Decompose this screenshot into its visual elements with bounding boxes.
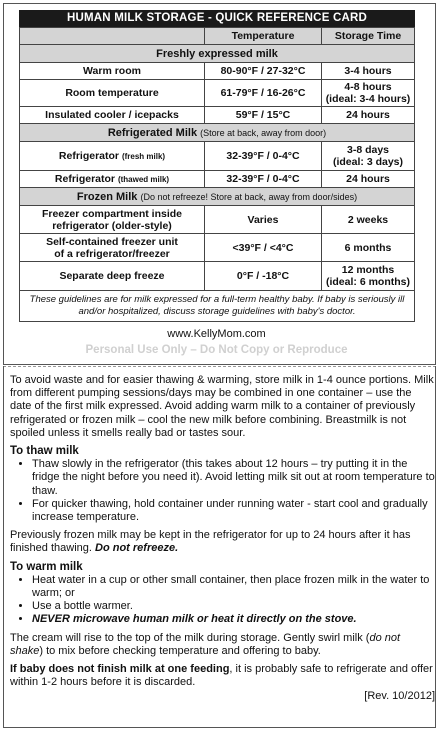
row-storage-time [322, 142, 415, 171]
row-label: Separate deep freeze [20, 262, 205, 291]
row-storage-time: 3-4 hours [322, 63, 415, 80]
storage-time-main: 4-8 hours [344, 81, 392, 93]
cream-text-a: The cream will rise to the top of the milk during storage. Gently swirl milk ( [10, 631, 370, 644]
table-row [20, 142, 415, 171]
row-storage-time: 6 months [322, 234, 415, 262]
section-frozen [20, 188, 415, 206]
finish-rest: , it is probably safe to refrigerate and offer within 1-2 hours before it is discarded. [10, 663, 433, 689]
row-storage-time: 24 hours [322, 107, 415, 124]
storage-time-main: 12 months [341, 264, 395, 276]
list-item: • Heat water in a cup or other small container, then place frozen milk in the water to warm; or [32, 574, 435, 600]
card-title: HUMAN MILK STORAGE - QUICK REFERENCE CARD [19, 10, 415, 27]
personal-use-notice: Personal Use Only – Do Not Copy or Reproduce [85, 344, 348, 356]
list-item: • Thaw slowly in the refrigerator (this takes about 12 hours – try putting it in the fridge the night before you need it). Avoid letting milk sit out at room temperature to thaw. [32, 458, 435, 498]
row-temperature: <39°F / <4°C [205, 234, 322, 262]
row-label-line2: of a refrigerator/freezer [54, 247, 170, 260]
warm-heading: To warm milk [10, 560, 83, 573]
table-row [20, 234, 415, 262]
row-label-line1: Self-contained freezer unit [46, 235, 178, 248]
cream-text-b: ) to mix before checking temperature and offering to baby. [39, 644, 321, 657]
header-empty-cell [20, 28, 205, 45]
warm-list [10, 574, 435, 627]
row-temperature: 59°F / 15°C [205, 107, 322, 124]
row-label-line2: refrigerator (older-style) [52, 219, 172, 232]
intro-paragraph: To avoid waste and for easier thawing & warming, store milk in 1-4 ounce portions. Milk from different pumping sessions/days may be combined in one container – use the date of the first milk expressed. Avoid adding warm milk to a container of previously refrigerated or frozen milk – cool the new milk before combining. Breastmilk is not spoiled unless it smells really bad or tastes sour. [10, 374, 434, 439]
section-fresh-title: Freshly expressed milk [20, 45, 415, 63]
list-item [32, 613, 435, 626]
row-temperature: 32-39°F / 0-4°C [205, 171, 322, 188]
finish-bold: If baby does not finish milk at one feeding [10, 663, 230, 676]
row-label-main: Refrigerator [58, 150, 120, 162]
section-refrigerated-note: (Store at back, away from door) [200, 127, 327, 138]
thaw-heading: To thaw milk [10, 445, 79, 458]
cream-paragraph [10, 632, 435, 658]
section-frozen-label: Frozen Milk [76, 190, 138, 203]
previously-frozen-text: Previously frozen milk may be kept in the refrigerator for up to 24 hours after it has finished thawing. [10, 529, 411, 555]
row-label-sub: (fresh milk) [121, 152, 166, 161]
list-item: • For quicker thawing, hold container under running water - start cool and gradually increase temperature. [32, 498, 435, 524]
row-temperature: 80-90°F / 27-32°C [205, 63, 322, 80]
section-frozen-title [20, 188, 415, 206]
finish-paragraph [10, 663, 435, 689]
cream-emphasis: do not shake [10, 631, 401, 657]
table-row [20, 63, 415, 80]
row-temperature: 61-79°F / 16-26°C [205, 80, 322, 107]
never-microwave-warning: NEVER microwave human milk or heat it directly on the stove. [32, 613, 357, 626]
disclaimer-row [20, 291, 415, 322]
previously-frozen-paragraph [10, 529, 435, 555]
row-label-line1: Freezer compartment inside [41, 207, 183, 220]
thaw-list [10, 458, 435, 524]
row-storage-time: 24 hours [322, 171, 415, 188]
info-body [10, 374, 435, 704]
table-row [20, 262, 415, 291]
header-storage-time: Storage Time [322, 28, 415, 45]
table-row [20, 206, 415, 234]
row-label-sub: (thawed milk) [117, 175, 170, 184]
header-temperature: Temperature [205, 28, 322, 45]
row-storage-time [322, 80, 415, 107]
row-temperature: Varies [205, 206, 322, 234]
section-frozen-note: (Do not refreeze! Store at back, away from door/sides) [140, 191, 358, 202]
website-link[interactable]: www.KellyMom.com [167, 328, 266, 340]
row-label [20, 206, 205, 234]
disclaimer-text: These guidelines are for milk expressed for a full-term healthy baby. If baby is seriously ill and/or hospitalized, discuss storage guidelines with baby's doctor. [20, 291, 415, 322]
section-refrigerated-label: Refrigerated Milk [107, 126, 198, 139]
row-label: Room temperature [20, 80, 205, 107]
row-temperature: 32-39°F / 0-4°C [205, 142, 322, 171]
list-item: • Use a bottle warmer. [32, 600, 435, 613]
row-label [20, 234, 205, 262]
table-row [20, 80, 415, 107]
storage-time-ideal: (ideal: 3 days) [332, 156, 404, 168]
section-refrigerated [20, 124, 415, 142]
table-header-row [20, 28, 415, 45]
row-label [20, 171, 205, 188]
storage-table [19, 27, 415, 322]
storage-time-ideal: (ideal: 3-4 hours) [325, 93, 411, 105]
table-row [20, 107, 415, 124]
row-label: Warm room [20, 63, 205, 80]
table-row [20, 171, 415, 188]
storage-time-main: 3-8 days [346, 144, 390, 156]
section-fresh [20, 45, 415, 63]
row-temperature: 0°F / -18°C [205, 262, 322, 291]
row-storage-time [322, 262, 415, 291]
section-refrigerated-title [20, 124, 415, 142]
row-storage-time: 2 weeks [322, 206, 415, 234]
revision-date: [Rev. 10/2012] [364, 690, 435, 703]
row-label: Insulated cooler / icepacks [20, 107, 205, 124]
row-label [20, 142, 205, 171]
storage-time-ideal: (ideal: 6 months) [325, 276, 410, 288]
do-not-refreeze: Do not refreeze. [95, 542, 179, 555]
row-label-main: Refrigerator [54, 173, 116, 185]
